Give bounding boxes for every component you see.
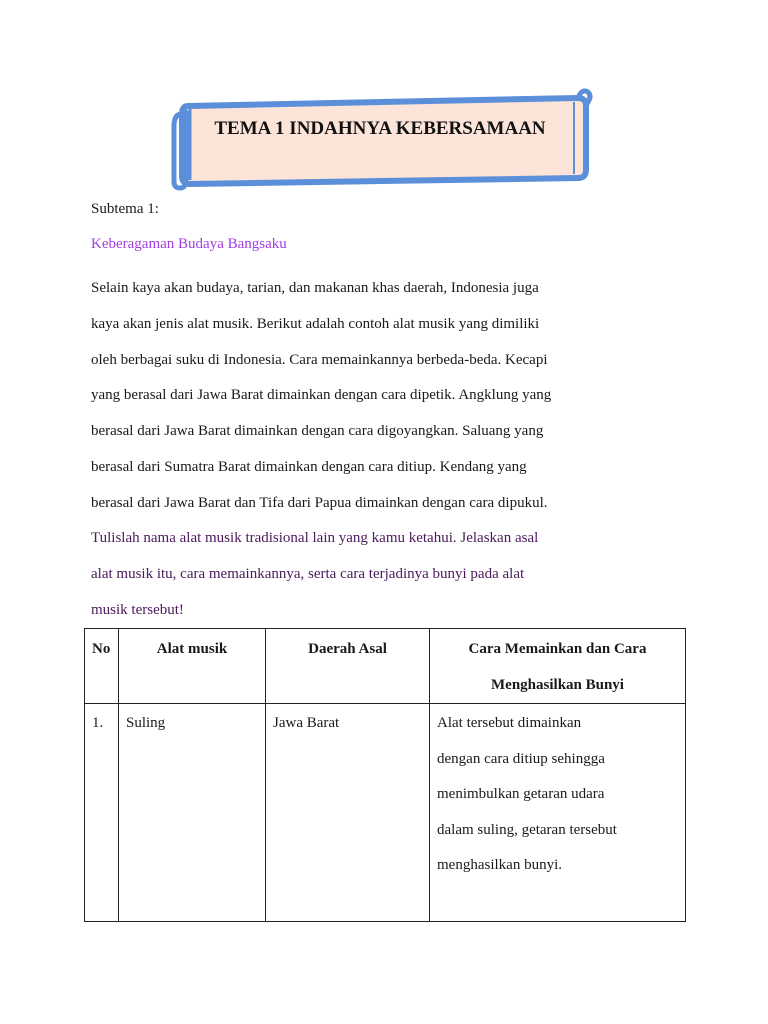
paragraph-line: oleh berbagai suku di Indonesia. Cara memainkannya berbeda-beda. Kecapi: [91, 351, 548, 368]
page-title: TEMA 1 INDAHNYA KEBERSAMAAN: [214, 118, 546, 139]
header-no: No: [85, 629, 119, 704]
paragraph-line: berasal dari Sumatra Barat dimainkan dengan cara ditiup. Kendang yang: [91, 458, 527, 475]
intro-paragraph: [91, 271, 611, 522]
cara-line: menimbulkan getaran udara: [437, 786, 605, 803]
title-banner: [168, 84, 596, 192]
music-instrument-table: [84, 628, 686, 922]
cell-alat: Suling: [119, 704, 266, 922]
paragraph-line: yang berasal dari Jawa Barat dimainkan dengan cara dipetik. Angklung yang: [91, 387, 552, 404]
paragraph-line: Selain kaya akan budaya, tarian, dan makanan khas daerah, Indonesia juga: [91, 280, 539, 296]
task-line: Tulislah nama alat musik tradisional lain yang kamu ketahui. Jelaskan asal: [91, 530, 539, 546]
cell-daerah: Jawa Barat: [266, 704, 430, 922]
header-cara: [430, 629, 686, 704]
header-alat-musik: Alat musik: [119, 629, 266, 704]
subtema-title: Keberagaman Budaya Bangsaku: [91, 236, 287, 252]
cara-line: Alat tersebut dimainkan: [437, 715, 582, 731]
task-instruction: [91, 521, 611, 628]
cell-no: 1.: [85, 704, 119, 922]
table-row: [85, 704, 686, 922]
paragraph-line: kaya akan jenis alat musik. Berikut adalah contoh alat musik yang dimiliki: [91, 315, 540, 332]
subtema-label: Subtema 1:: [91, 201, 159, 217]
cara-line: menghasilkan bunyi.: [437, 857, 562, 874]
paragraph-line: berasal dari Jawa Barat dan Tifa dari Papua dimainkan dengan cara dipukul.: [91, 494, 548, 511]
cara-line: dalam suling, getaran tersebut: [437, 821, 617, 838]
paragraph-line: berasal dari Jawa Barat dimainkan dengan cara digoyangkan. Saluang yang: [91, 423, 544, 440]
cara-line: dengan cara ditiup sehingga: [437, 750, 605, 767]
task-line: alat musik itu, cara memainkannya, serta cara terjadinya bunyi pada alat: [91, 565, 525, 582]
header-cara-line-1: Cara Memainkan dan Cara: [468, 641, 647, 657]
header-daerah-asal: [266, 629, 430, 704]
header-cara-line-2: Menghasilkan Bunyi: [491, 677, 624, 693]
task-line: musik tersebut!: [91, 601, 184, 618]
cell-cara: [430, 704, 686, 922]
header-daerah-asal-text: Daerah Asal: [308, 641, 387, 657]
table-header-row: [85, 629, 686, 704]
